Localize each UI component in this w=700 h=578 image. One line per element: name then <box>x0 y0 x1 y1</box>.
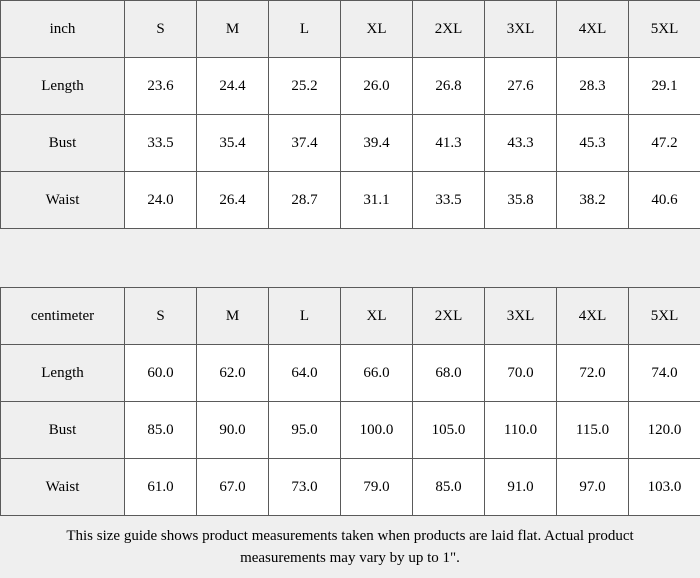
cell-length-m: 24.4 <box>197 58 269 115</box>
cell-length-5xl: 74.0 <box>629 345 700 402</box>
cell-waist-4xl: 38.2 <box>557 172 629 229</box>
centimeter-size-table <box>0 287 700 516</box>
cell-bust-5xl: 120.0 <box>629 402 700 459</box>
cell-bust-4xl: 45.3 <box>557 115 629 172</box>
cell-waist-m: 26.4 <box>197 172 269 229</box>
size-guide-note: This size guide shows product measurements taken when products are laid flat. Actual product measurements may vary by up to 1". <box>0 516 700 578</box>
size-header-m: M <box>197 288 269 345</box>
cell-bust-5xl: 47.2 <box>629 115 700 172</box>
cell-length-2xl: 26.8 <box>413 58 485 115</box>
cell-waist-5xl: 40.6 <box>629 172 700 229</box>
cell-bust-xl: 100.0 <box>341 402 413 459</box>
cell-length-5xl: 29.1 <box>629 58 700 115</box>
cell-bust-xl: 39.4 <box>341 115 413 172</box>
table-row <box>1 402 700 459</box>
cell-waist-3xl: 91.0 <box>485 459 557 516</box>
cell-length-xl: 26.0 <box>341 58 413 115</box>
size-header-3xl: 3XL <box>485 288 557 345</box>
row-label-waist: Waist <box>1 172 125 229</box>
cell-waist-l: 28.7 <box>269 172 341 229</box>
table-row <box>1 345 700 402</box>
cell-bust-3xl: 110.0 <box>485 402 557 459</box>
cell-bust-2xl: 105.0 <box>413 402 485 459</box>
cell-length-2xl: 68.0 <box>413 345 485 402</box>
cell-waist-m: 67.0 <box>197 459 269 516</box>
size-header-m: M <box>197 1 269 58</box>
size-header-5xl: 5XL <box>629 288 700 345</box>
cell-waist-4xl: 97.0 <box>557 459 629 516</box>
cell-length-4xl: 72.0 <box>557 345 629 402</box>
row-label-bust: Bust <box>1 115 125 172</box>
size-header-s: S <box>125 288 197 345</box>
inch-table-body <box>1 1 700 229</box>
cell-bust-s: 85.0 <box>125 402 197 459</box>
cell-length-l: 25.2 <box>269 58 341 115</box>
table-row <box>1 115 700 172</box>
cell-waist-l: 73.0 <box>269 459 341 516</box>
cell-bust-l: 37.4 <box>269 115 341 172</box>
table-header-row <box>1 1 700 58</box>
unit-label-inch: inch <box>1 1 125 58</box>
cell-bust-2xl: 41.3 <box>413 115 485 172</box>
size-header-2xl: 2XL <box>413 288 485 345</box>
size-header-s: S <box>125 1 197 58</box>
unit-label-centimeter: centimeter <box>1 288 125 345</box>
cell-waist-5xl: 103.0 <box>629 459 700 516</box>
table-header-row <box>1 288 700 345</box>
cell-length-4xl: 28.3 <box>557 58 629 115</box>
size-header-xl: XL <box>341 1 413 58</box>
row-label-waist: Waist <box>1 459 125 516</box>
cell-length-3xl: 70.0 <box>485 345 557 402</box>
size-header-5xl: 5XL <box>629 1 700 58</box>
cell-bust-m: 35.4 <box>197 115 269 172</box>
row-label-length: Length <box>1 58 125 115</box>
cell-bust-l: 95.0 <box>269 402 341 459</box>
cell-length-s: 60.0 <box>125 345 197 402</box>
cell-waist-s: 61.0 <box>125 459 197 516</box>
size-header-3xl: 3XL <box>485 1 557 58</box>
size-header-l: L <box>269 1 341 58</box>
cell-waist-2xl: 33.5 <box>413 172 485 229</box>
row-label-bust: Bust <box>1 402 125 459</box>
cell-length-l: 64.0 <box>269 345 341 402</box>
centimeter-table-body <box>1 288 700 516</box>
cell-bust-3xl: 43.3 <box>485 115 557 172</box>
cell-waist-xl: 79.0 <box>341 459 413 516</box>
cell-waist-3xl: 35.8 <box>485 172 557 229</box>
cell-length-s: 23.6 <box>125 58 197 115</box>
cell-bust-s: 33.5 <box>125 115 197 172</box>
cell-waist-s: 24.0 <box>125 172 197 229</box>
cell-length-3xl: 27.6 <box>485 58 557 115</box>
cell-length-m: 62.0 <box>197 345 269 402</box>
cell-bust-4xl: 115.0 <box>557 402 629 459</box>
size-header-l: L <box>269 288 341 345</box>
cell-waist-xl: 31.1 <box>341 172 413 229</box>
size-header-4xl: 4XL <box>557 288 629 345</box>
row-label-length: Length <box>1 345 125 402</box>
cell-waist-2xl: 85.0 <box>413 459 485 516</box>
cell-length-xl: 66.0 <box>341 345 413 402</box>
size-header-2xl: 2XL <box>413 1 485 58</box>
table-row <box>1 459 700 516</box>
table-row <box>1 172 700 229</box>
table-separator <box>0 229 700 287</box>
cell-bust-m: 90.0 <box>197 402 269 459</box>
table-row <box>1 58 700 115</box>
size-header-4xl: 4XL <box>557 1 629 58</box>
inch-size-table <box>0 0 700 229</box>
size-header-xl: XL <box>341 288 413 345</box>
